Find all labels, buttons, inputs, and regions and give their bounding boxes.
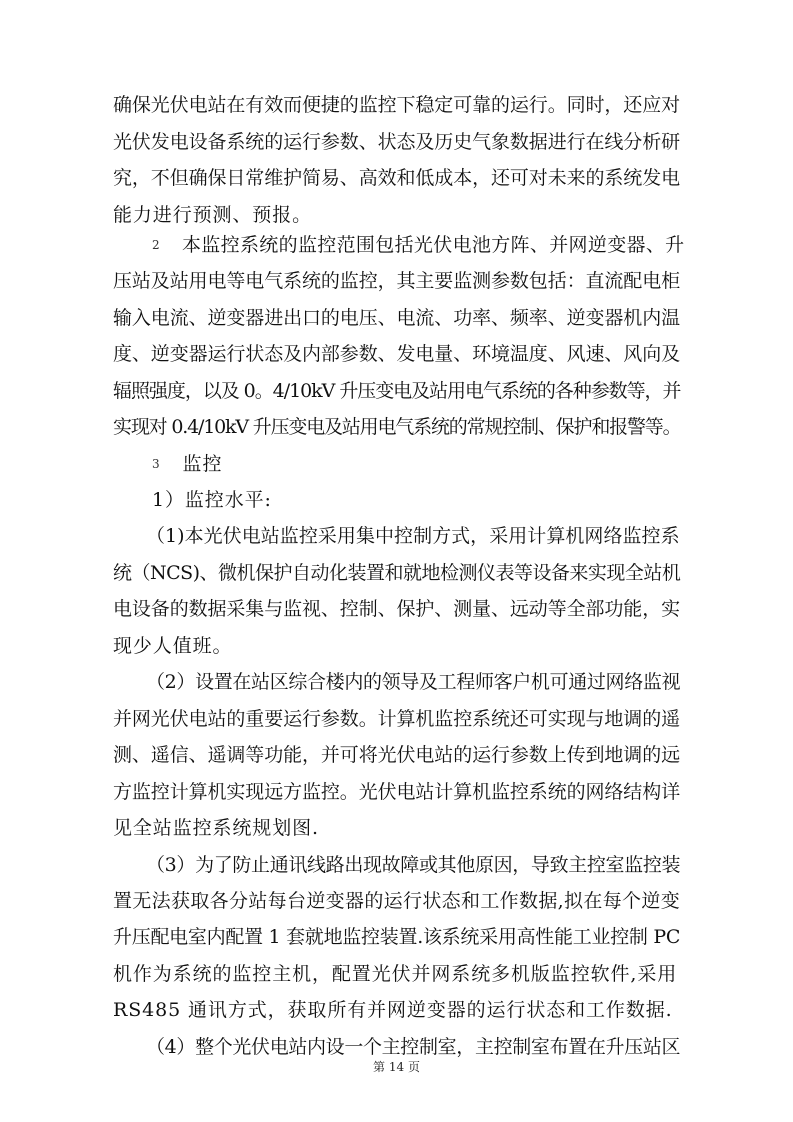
section-3-heading (152, 453, 222, 475)
item-2-line-2: 并网光伏电站的重要运行参数。计算机监控系统还可实现与地调的遥 (113, 708, 681, 730)
subsection-1-title: 1）监控水平: (152, 489, 272, 511)
item-2-line-5: 见全站监控系统规划图. (113, 817, 319, 839)
paragraph-2-first-line (152, 234, 685, 256)
paragraph-2-line-2: 压站及站用电等电气系统的监控，其主要监测参数包括：直流配电柜 (113, 270, 681, 292)
paragraph-2-line-6: 实现对 0.4/10kV 升压变电及站用电气系统的常规控制、保护和报警等。 (113, 416, 681, 438)
item-1-line-1: （1)本光伏电站监控采用集中控制方式，采用计算机网络监控系 (146, 525, 680, 547)
section-3-marker: 3 (152, 457, 161, 471)
paragraph-2-line-4: 度、逆变器运行状态及内部参数、发电量、环境温度、风速、风向及 (113, 343, 681, 365)
page-number: 第 14 页 (373, 1060, 420, 1074)
item-2-line-1: （2）设置在站区综合楼内的领导及工程师客户机可通过网络监视 (146, 671, 681, 693)
item-3-line-2: 置无法获取各分站每台逆变器的运行状态和工作数据,拟在每个逆变 (113, 890, 681, 912)
item-3-line-3: 升压配电室内配置 1 套就地监控装置.该系统采用高性能工业控制 PC (113, 926, 681, 948)
paragraph-1-line-2: 光伏发电设备系统的运行参数、状态及历史气象数据进行在线分析研 (113, 131, 681, 153)
item-2-line-3: 测、遥信、遥调等功能，并可将光伏电站的运行参数上传到地调的远 (113, 744, 681, 766)
item-4-line-1: （4）整个光伏电站内设一个主控制室，主控制室布置在升压站区 (146, 1036, 681, 1058)
paragraph-1-line-4: 能力进行预测、预报。 (113, 204, 313, 226)
paragraph-2-line-5: 辐照强度，以及 0。4/10kV 升压变电及站用电气系统的各种参数等，并 (113, 380, 681, 402)
item-1-line-2: 统（NCS)、微机保护自动化装置和就地检测仪表等设备来实现全站机 (113, 562, 681, 584)
item-3-line-1: （3）为了防止通讯线路出现故障或其他原因，导致主控室监控装 (146, 854, 681, 876)
item-2-line-4: 方监控计算机实现远方监控。光伏电站计算机监控系统的网络结构详 (113, 781, 681, 803)
paragraph-2-marker: 2 (152, 238, 160, 252)
paragraph-2-line-3: 输入电流、逆变器进出口的电压、电流、功率、频率、逆变器机内温 (113, 307, 681, 329)
item-3-line-5: RS485 通讯方式，获取所有并网逆变器的运行状态和工作数据. (113, 999, 673, 1021)
section-3-title: 监控 (182, 453, 223, 475)
item-3-line-4: 机作为系统的监控主机，配置光伏并网系统多机版监控软件,采用 (113, 963, 678, 985)
paragraph-1-line-1: 确保光伏电站在有效而便捷的监控下稳定可靠的运行。同时，还应对 (113, 94, 681, 116)
paragraph-1-line-3: 究，不但确保日常维护简易、高效和低成本，还可对未来的系统发电 (113, 167, 681, 189)
item-1-line-3: 电设备的数据采集与监视、控制、保护、测量、远动等全部功能，实 (113, 598, 681, 620)
item-1-line-4: 现少人值班。 (113, 635, 233, 657)
paragraph-2-line-1: 本监控系统的监控范围包括光伏电池方阵、并网逆变器、升 (181, 234, 685, 256)
